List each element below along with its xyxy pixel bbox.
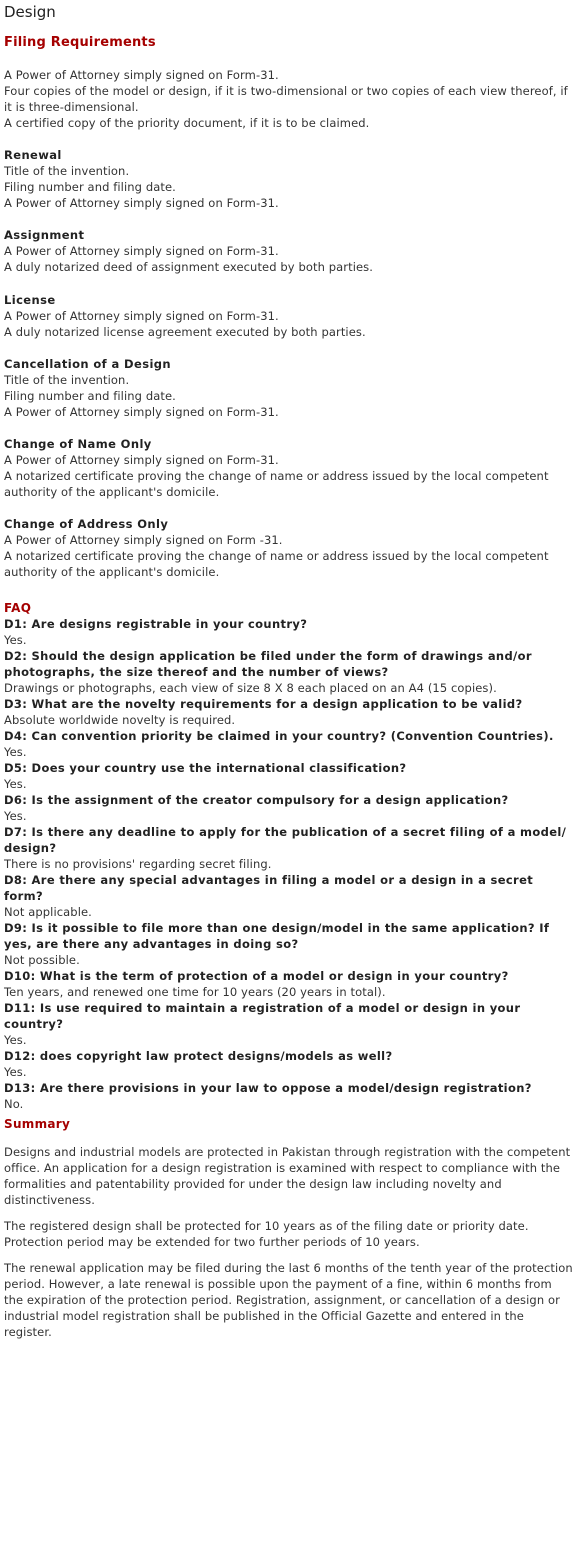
cancellation-heading: Cancellation of a Design [4, 357, 172, 371]
faq-answer: No. [4, 1097, 24, 1111]
faq-question: D12: does copyright law protect designs/models as well? [4, 1049, 393, 1063]
license-heading: License [4, 293, 56, 307]
faq-question: D6: Is the assignment of the creator compulsory for a design application? [4, 793, 509, 807]
faq-question: D8: Are there any special advantages in filing a model or a design in a secret form? [4, 873, 534, 903]
change-address-line: A notarized certificate proving the change of name or address issued by the local competent authority of the applicant's domicile. [4, 549, 549, 579]
renewal-heading: Renewal [4, 148, 62, 162]
change-name-line: A notarized certificate proving the change of name or address issued by the local competent authority of the applicant's domicile. [4, 469, 549, 499]
faq-answer: Absolute worldwide novelty is required. [4, 713, 236, 727]
summary-title: Summary [4, 1117, 71, 1131]
faq-question: D9: Is it possible to file more than one design/model in the same application? If yes, are there any advantages in doing so? [4, 921, 550, 951]
filing-intro-line: A certified copy of the priority document, if it is to be claimed. [4, 116, 370, 130]
page-title: Design [4, 3, 56, 21]
faq-question: D4: Can convention priority be claimed in your country? (Convention Countries). [4, 729, 554, 743]
faq-question: D1: Are designs registrable in your country? [4, 617, 308, 631]
faq-question: D5: Does your country use the international classification? [4, 761, 407, 775]
faq-title: FAQ [4, 601, 32, 615]
summary-paragraph: The registered design shall be protected for 10 years as of the filing date or priority date. Protection period may be extended for two further periods of 10 years. [4, 1219, 529, 1249]
faq-answer: Yes. [4, 809, 27, 823]
renewal-line: A Power of Attorney simply signed on Form-31. [4, 196, 279, 210]
assignment-heading: Assignment [4, 228, 85, 242]
change-name-heading: Change of Name Only [4, 437, 152, 451]
assignment-block [4, 227, 574, 275]
faq-question: D7: Is there any deadline to apply for the publication of a secret filing of a model/ design? [4, 825, 567, 855]
faq-question: D11: Is use required to maintain a registration of a model or design in your country? [4, 1001, 521, 1031]
assignment-line: A Power of Attorney simply signed on Form-31. [4, 244, 279, 258]
cancellation-block [4, 356, 574, 420]
cancellation-line: Filing number and filing date. [4, 389, 176, 403]
renewal-line: Title of the invention. [4, 164, 130, 178]
faq-question: D3: What are the novelty requirements for a design application to be valid? [4, 697, 523, 711]
filing-intro-block [4, 67, 574, 131]
faq-answer: Drawings or photographs, each view of size 8 X 8 each placed on an A4 (15 copies). [4, 681, 497, 695]
assignment-line: A duly notarized deed of assignment executed by both parties. [4, 260, 374, 274]
faq-section [4, 600, 570, 1112]
cancellation-line: A Power of Attorney simply signed on Form-31. [4, 405, 279, 419]
renewal-block [4, 147, 574, 211]
change-name-block [4, 436, 574, 500]
renewal-line: Filing number and filing date. [4, 180, 176, 194]
filing-requirements-title: Filing Requirements [4, 35, 156, 50]
summary-paragraph: The renewal application may be filed during the last 6 months of the tenth year of the protection period. However, a late renewal is possible upon the payment of a fine, within 6 months from the expiration of the protection period. Registration, assignment, or cancellation of a design or industrial model registration shall be published in the Official Gazette and entered in the register. [4, 1261, 573, 1339]
change-name-line: A Power of Attorney simply signed on Form-31. [4, 453, 279, 467]
faq-question: D10: What is the term of protection of a model or design in your country? [4, 969, 509, 983]
faq-answer: Yes. [4, 633, 27, 647]
summary-section [4, 1116, 574, 1350]
change-address-line: A Power of Attorney simply signed on Form -31. [4, 533, 283, 547]
change-address-heading: Change of Address Only [4, 517, 169, 531]
cancellation-line: Title of the invention. [4, 373, 130, 387]
filing-intro-line: Four copies of the model or design, if it is two-dimensional or two copies of each view thereof, if it is three-dimensional. [4, 84, 568, 114]
faq-answer: Yes. [4, 777, 27, 791]
filing-intro-line: A Power of Attorney simply signed on Form-31. [4, 68, 279, 82]
change-address-block [4, 516, 574, 580]
license-block [4, 292, 574, 340]
faq-answer: There is no provisions' regarding secret filing. [4, 857, 272, 871]
faq-answer: Not possible. [4, 953, 80, 967]
license-line: A Power of Attorney simply signed on Form-31. [4, 309, 279, 323]
faq-question: D13: Are there provisions in your law to oppose a model/design registration? [4, 1081, 532, 1095]
faq-question: D2: Should the design application be filed under the form of drawings and/or photographs, the size thereof and the number of views? [4, 649, 532, 679]
faq-answer: Yes. [4, 745, 27, 759]
faq-answer: Not applicable. [4, 905, 92, 919]
summary-paragraph: Designs and industrial models are protected in Pakistan through registration with the competent office. An application for a design registration is examined with respect to compliance with the formalities and patentability provided for under the design law including novelty and distinctiveness. [4, 1145, 571, 1207]
faq-answer: Yes. [4, 1033, 27, 1047]
faq-answer: Yes. [4, 1065, 27, 1079]
license-line: A duly notarized license agreement executed by both parties. [4, 325, 366, 339]
faq-answer: Ten years, and renewed one time for 10 years (20 years in total). [4, 985, 386, 999]
